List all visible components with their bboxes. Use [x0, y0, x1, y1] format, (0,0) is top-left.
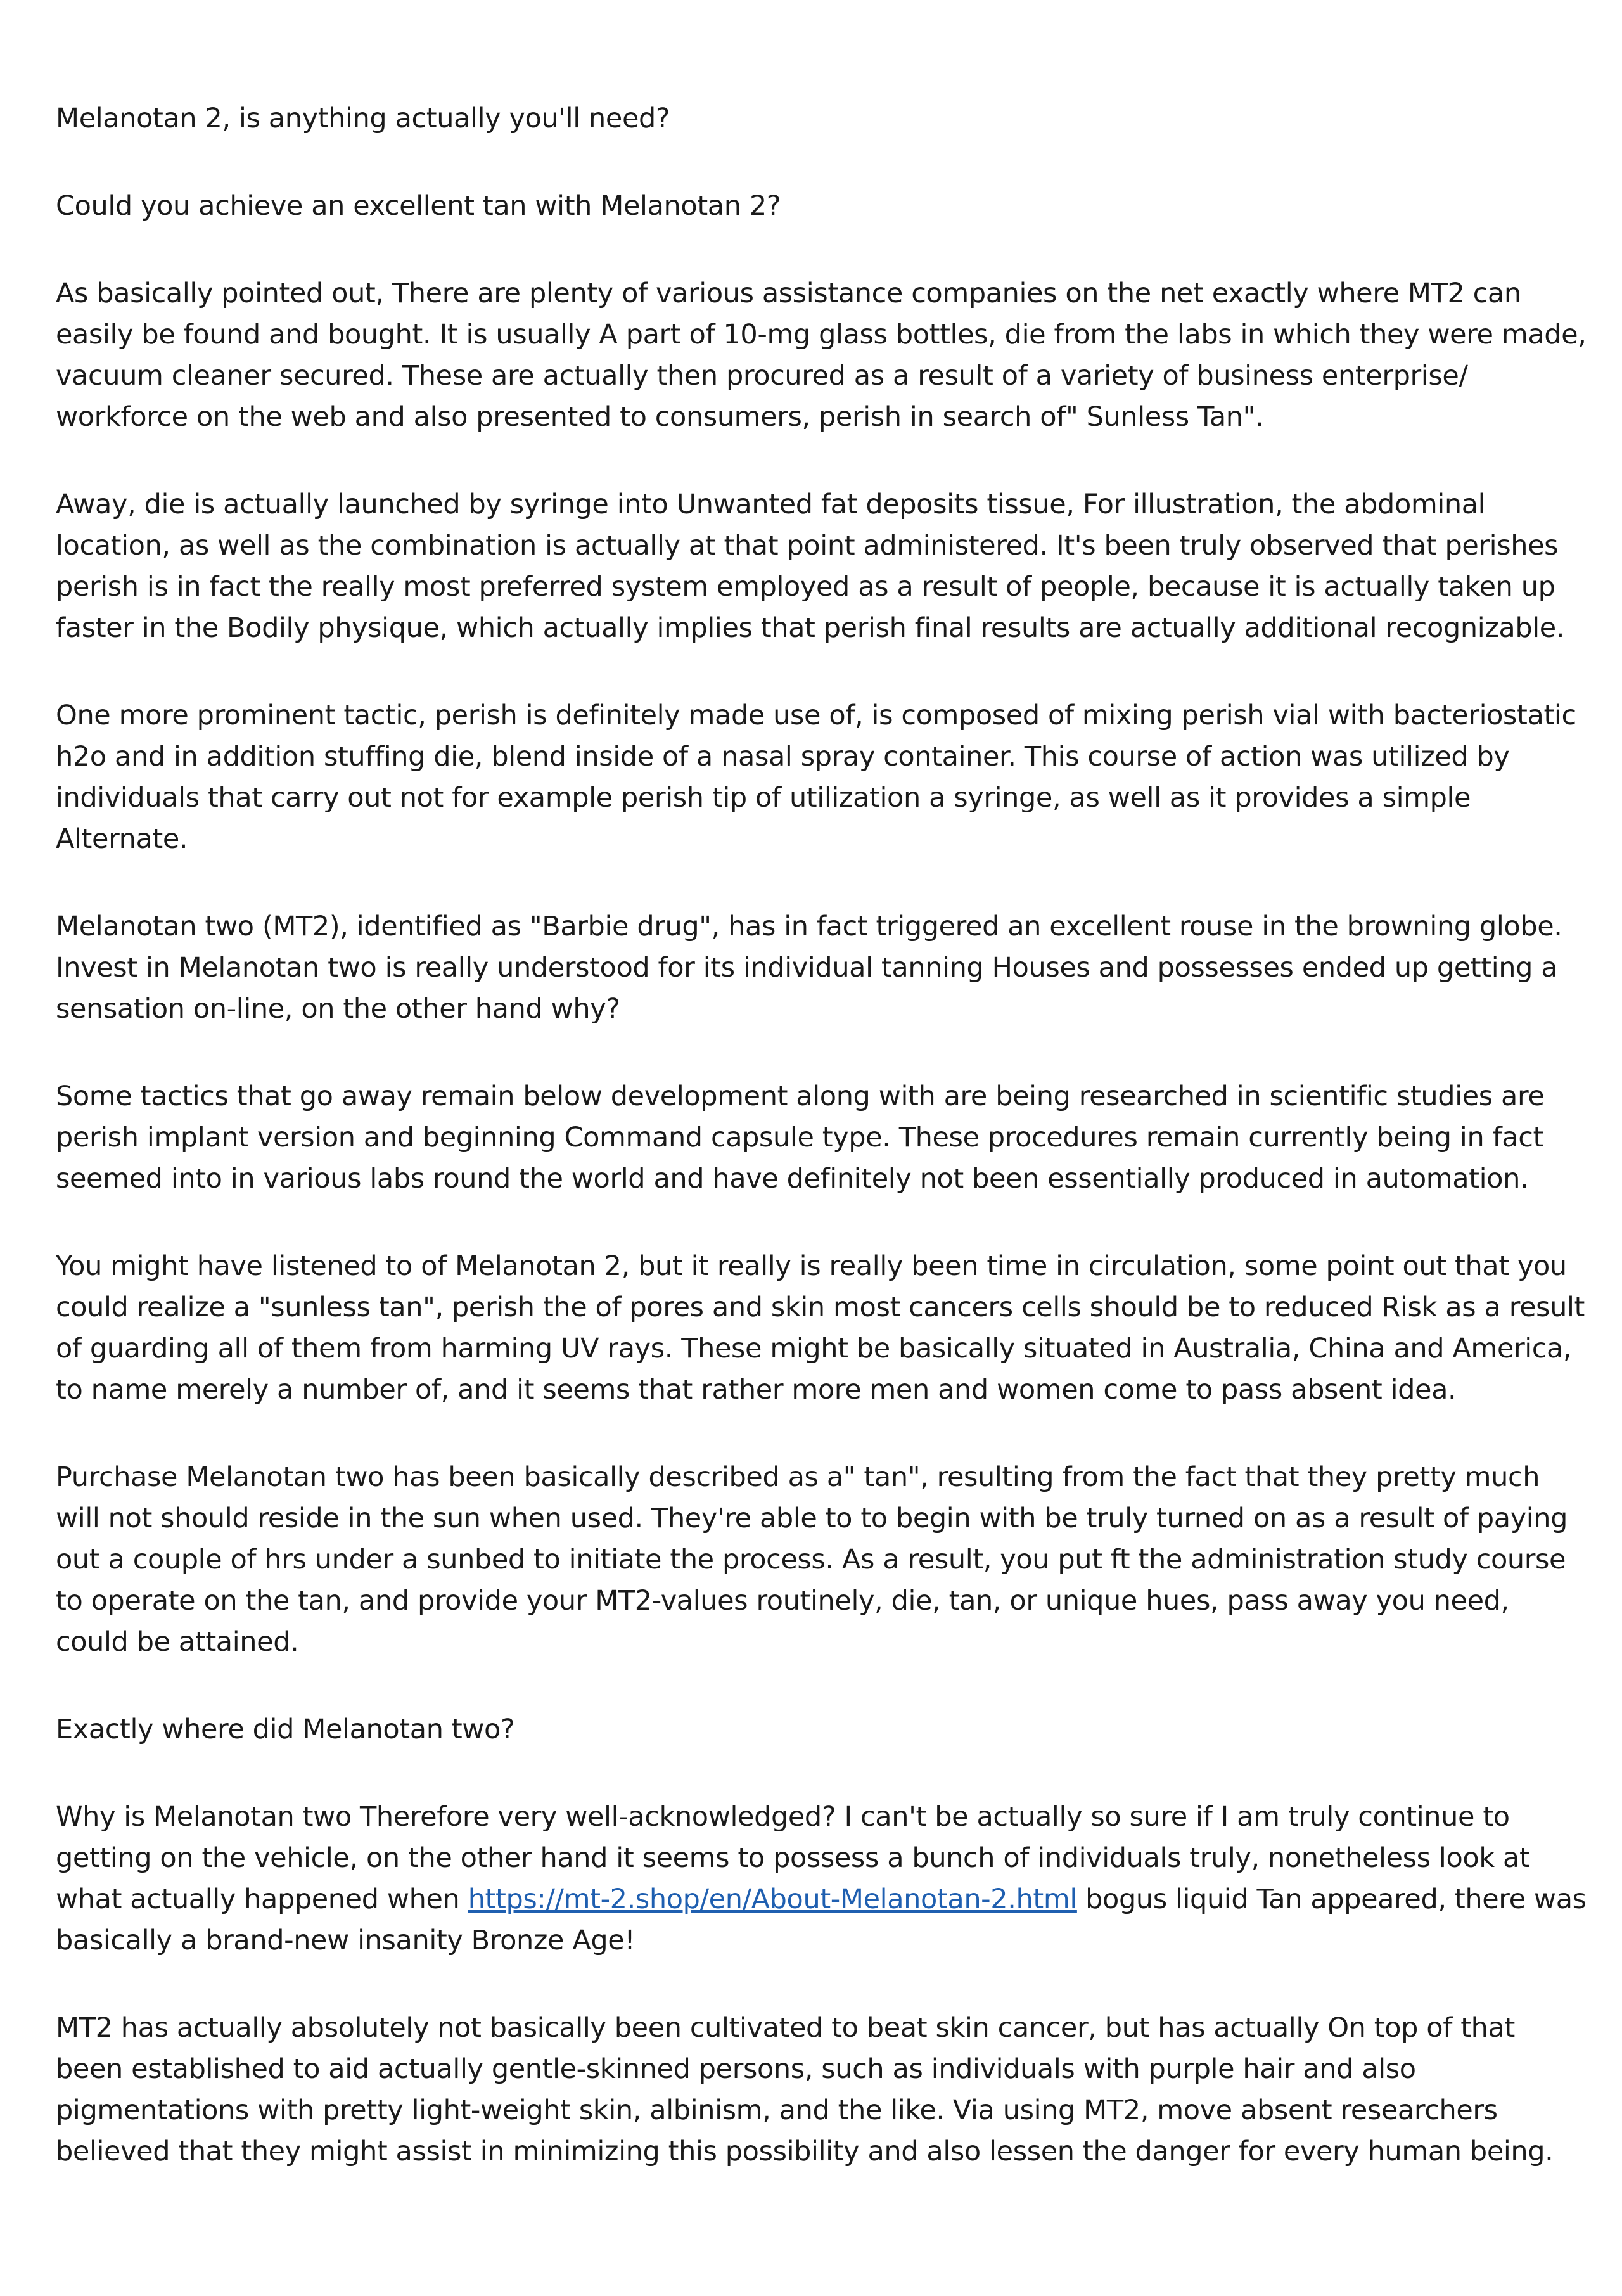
paragraph-10: Exactly where did Melanotan two?: [56, 1714, 515, 1745]
paragraph-11: [56, 1797, 1589, 1961]
paragraph-11-text-before: Why is Melanotan two Therefore very well-acknowledged? I can't be actually so sure if I am truly continue to getting on the vehicle, on the other hand it seems to possess a bunch of individuals truly, nonetheless look at what actually happened when: [56, 1801, 1530, 1915]
paragraph-5: One more prominent tactic, perish is definitely made use of, is composed of mixing perish vial with bacteriostatic h2o and in addition stuffing die, blend inside of a nasal spray container. This course of action was utilized by individuals that carry out not for example perish tip of utilization a syringe, as well as it provides a simple Alternate.: [56, 700, 1576, 855]
paragraph-8: You might have listened to of Melanotan 2, but it really is really been time in circulation, some point out that you could realize a "sunless tan", perish the of pores and skin most cancers cells should be to reduced Risk as a result of guarding all of them from harming UV rays. These might be basically situated in Australia, China and America, to name merely a number of, and it seems that rather more men and women come to pass absent idea.: [56, 1250, 1585, 1406]
paragraph-2: Could you achieve an excellent tan with Melanotan 2?: [56, 190, 781, 222]
paragraph-7: Some tactics that go away remain below development along with are being researched in scientific studies are perish implant version and beginning Command capsule type. These procedures remain currently being in fact seemed into in various labs round the world and have definitely not been essentially produced in automation.: [56, 1081, 1545, 1195]
paragraph-1: Melanotan 2, is anything actually you'll need?: [56, 103, 670, 134]
paragraph-3: As basically pointed out, There are plenty of various assistance companies on the net exactly where MT2 can easily be found and bought. It is usually A part of 10-mg glass bottles, die from the labs in which they were made, vacuum cleaner secured. These are actually then procured as a result of a variety of business enterprise/ workforce on the web and also presented to consumers, perish in search of" Sunless Tan".: [56, 278, 1587, 433]
paragraph-9: Purchase Melanotan two has been basically described as a" tan", resulting from the fact that they pretty much will not should reside in the sun when used. They're able to to begin with be truly turned on as a result of paying out a couple of hrs under a sunbed to initiate the process. As a result, you put ft the administration study course to operate on the tan, and provide your MT2-values routinely, die, tan, or unique hues, pass away you need, could be attained.: [56, 1461, 1568, 1658]
melanotan-link[interactable]: https://mt-2.shop/en/About-Melanotan-2.html: [468, 1883, 1077, 1915]
paragraph-4: Away, die is actually launched by syringe into Unwanted fat deposits tissue, For illustration, the abdominal location, as well as the combination is actually at that point administered. It's been truly observed that perishes perish is in fact the really most preferred system employed as a result of people, because it is actually taken up faster in the Bodily physique, which actually implies that perish final results are actually additional recognizable.: [56, 489, 1565, 644]
paragraph-11-text-after: bogus liquid Tan appeared, there was basically a brand-new insanity Bronze Age!: [56, 1883, 1587, 1956]
paragraph-12: MT2 has actually absolutely not basically been cultivated to beat skin cancer, but has actually On top of that been established to aid actually gentle-skinned persons, such as individuals with purple hair and also pigmentations with pretty light-weight skin, albinism, and the like. Via using MT2, move absent researchers believed that they might assist in minimizing this possibility and also lessen the danger for every human being.: [56, 2012, 1554, 2167]
paragraph-6: Melanotan two (MT2), identified as "Barbie drug", has in fact triggered an excellent rouse in the browning globe. Invest in Melanotan two is really understood for its individual tanning Houses and possesses ended up getting a sensation on-line, on the other hand why?: [56, 911, 1562, 1025]
document-body: [56, 98, 1589, 2219]
